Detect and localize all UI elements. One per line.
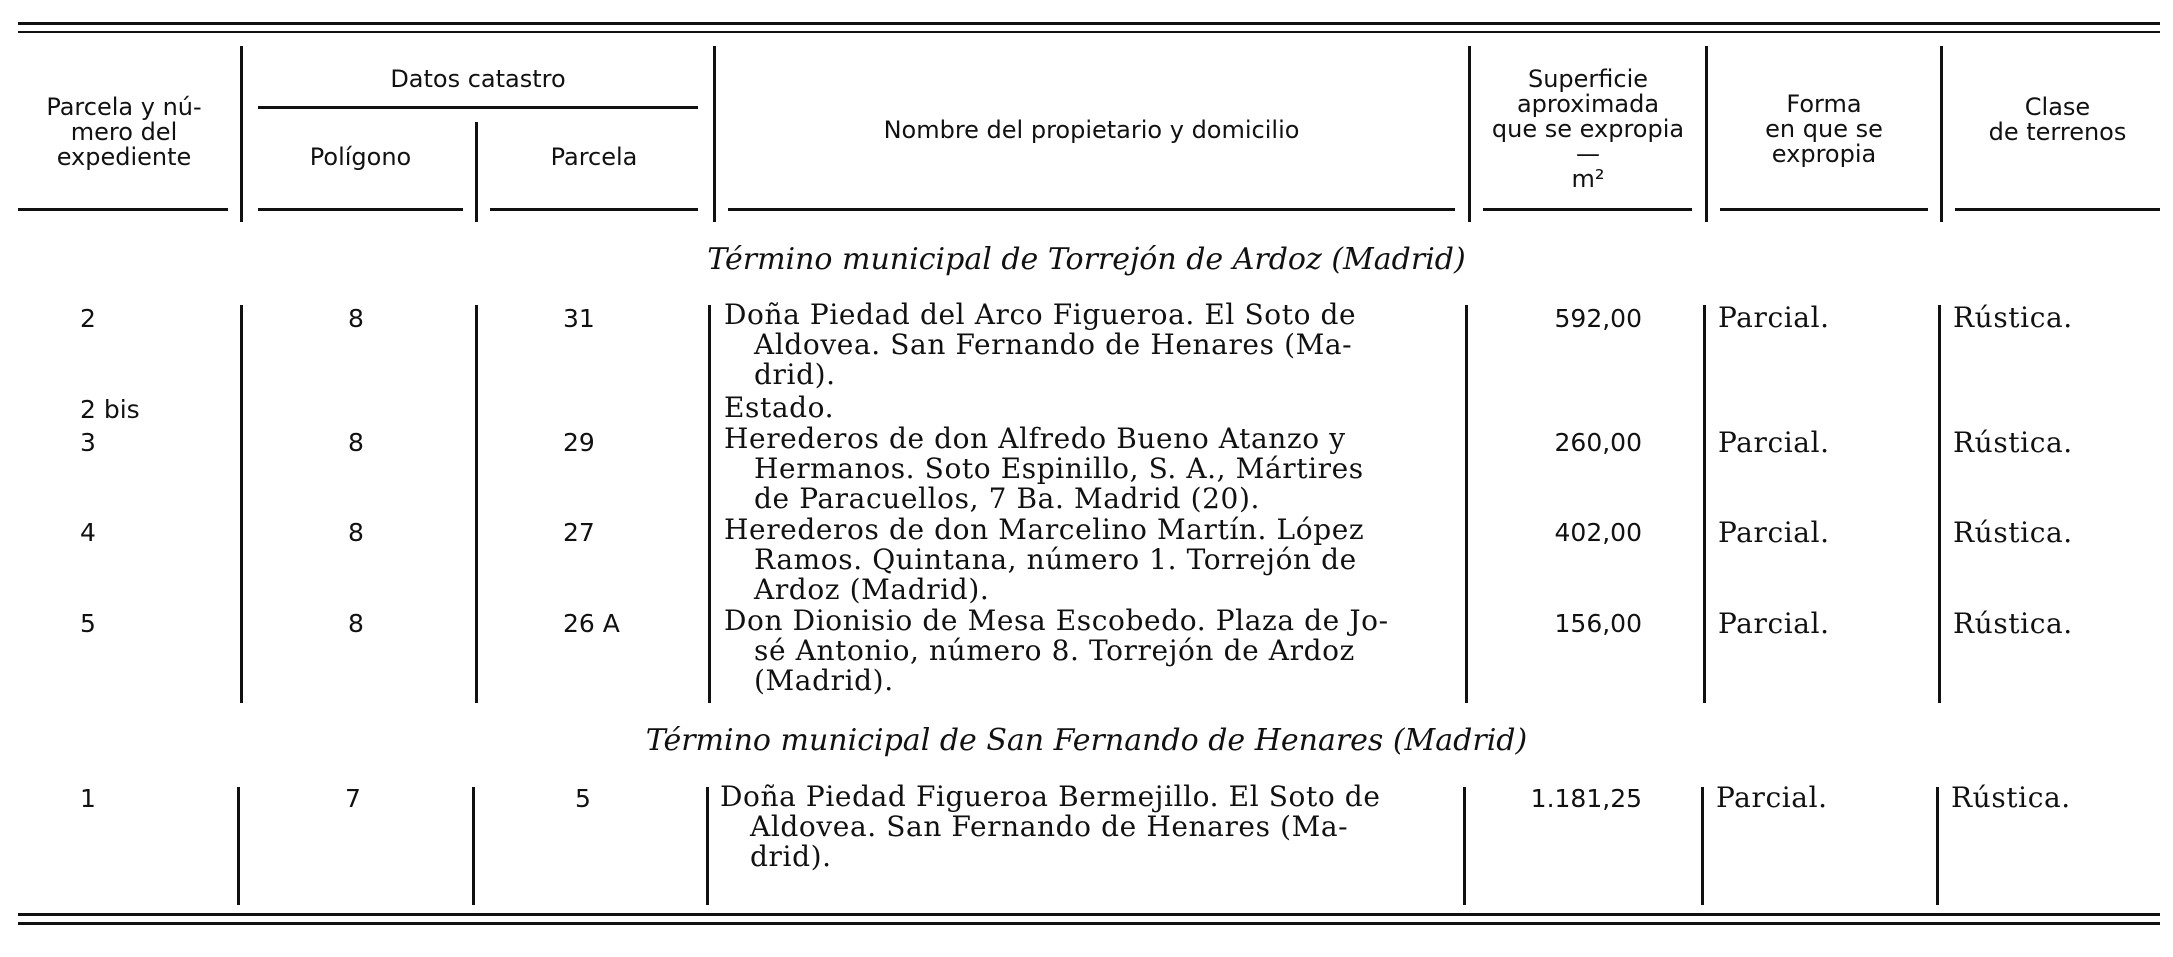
owner-line: drid). (750, 840, 832, 873)
body-divider (237, 787, 240, 905)
table-row-parcela: 5 (575, 784, 591, 813)
header-bottom-rule (728, 208, 1455, 211)
table-row-clase: Rústica. (1953, 301, 2073, 334)
header-line: Clase (2024, 93, 2091, 121)
header-line: Superficie (1527, 65, 1649, 93)
table-row-poligono: 8 (348, 609, 364, 638)
table-row-forma: Parcial. (1718, 607, 1830, 640)
table-row-exp: 2 bis (80, 395, 140, 424)
section-title: Término municipal de San Fernando de Henares (Madrid) (645, 723, 1528, 758)
header-bottom-rule (1955, 208, 2160, 211)
catastro-underline (258, 106, 698, 109)
header-bottom-rule (1720, 208, 1928, 211)
bottom-rule (18, 913, 2160, 916)
header-line: m² (1571, 165, 1605, 193)
table-row-superficie: 592,00 (1554, 304, 1642, 333)
header-line: expediente (56, 143, 192, 171)
table-row-forma: Parcial. (1718, 516, 1830, 549)
owner-line: drid). (754, 358, 836, 391)
table-row-owner (724, 606, 1456, 696)
header-poligono: Polígono (309, 143, 412, 171)
body-divider (1701, 787, 1704, 905)
header-forma (1720, 92, 1928, 167)
header-divider (1940, 46, 1943, 222)
header-divider (240, 46, 243, 222)
table-row-poligono: 8 (348, 304, 364, 333)
body-divider (1938, 305, 1941, 703)
table-row-parcela: 29 (563, 428, 595, 457)
table-row-superficie: 156,00 (1554, 609, 1642, 638)
body-divider (475, 305, 478, 703)
header-parcela: Parcela (550, 143, 638, 171)
header-line: mero del (70, 118, 178, 146)
table-row-clase: Rústica. (1951, 781, 2071, 814)
table-row-owner (724, 424, 1456, 514)
owner-line: Ramos. Quintana, número 1. Torrejón de (754, 543, 1357, 576)
top-rule-2 (18, 31, 2160, 33)
table-row-owner (724, 300, 1456, 390)
owner-line: Doña Piedad del Arco Figueroa. El Soto de (724, 298, 1357, 331)
body-divider (472, 787, 475, 905)
header-line: que se expropia (1491, 115, 1685, 143)
owner-line: sé Antonio, número 8. Torrejón de Ardoz (754, 634, 1355, 667)
table-row-exp: 5 (80, 609, 96, 638)
body-divider (1703, 305, 1706, 703)
owner-line: Ardoz (Madrid). (754, 573, 990, 606)
header-bottom-rule (18, 208, 228, 211)
table-row-forma: Parcial. (1718, 301, 1830, 334)
table-row-forma: Parcial. (1718, 426, 1830, 459)
header-datos-catastro: Datos catastro (390, 65, 566, 93)
table-row-exp: 3 (80, 428, 96, 457)
table-row-exp: 1 (80, 784, 96, 813)
header-line: aproximada (1516, 90, 1660, 118)
body-divider (1465, 305, 1468, 703)
owner-line: Herederos de don Marcelino Martín. López (724, 513, 1365, 546)
owner-line: Aldovea. San Fernando de Henares (Ma- (754, 328, 1353, 361)
bottom-rule-2 (18, 922, 2160, 925)
table-row-exp: 4 (80, 518, 96, 547)
header-divider (1705, 46, 1708, 222)
table-row-parcela: 31 (563, 304, 595, 333)
table-row-clase: Rústica. (1953, 426, 2073, 459)
header-clase (1955, 95, 2160, 145)
table-row-parcela: 26 A (563, 609, 620, 638)
table-row-exp: 2 (80, 304, 96, 333)
table-row-superficie: 402,00 (1554, 518, 1642, 547)
table-row-superficie: 260,00 (1554, 428, 1642, 457)
body-divider (1463, 787, 1466, 905)
owner-line: Herederos de don Alfredo Bueno Atanzo y (724, 422, 1346, 455)
header-line: Forma (1786, 90, 1862, 118)
table-row-clase: Rústica. (1953, 516, 2073, 549)
owner-line: Don Dionisio de Mesa Escobedo. Plaza de Jo- (724, 604, 1389, 637)
body-divider (1936, 787, 1939, 905)
header-bottom-rule (1483, 208, 1692, 211)
table-row-poligono: 8 (348, 518, 364, 547)
table-row-owner (720, 782, 1455, 872)
owner-line: Estado. (724, 391, 835, 424)
header-superficie (1478, 67, 1698, 192)
body-divider (706, 787, 709, 905)
table-row-owner (724, 515, 1456, 605)
header-line: expropia (1771, 140, 1877, 168)
table-row-owner (724, 393, 1456, 423)
header-line: en que se (1765, 115, 1883, 143)
owner-line: de Paracuellos, 7 Ba. Madrid (20). (754, 482, 1260, 515)
header-bottom-rule (258, 208, 463, 211)
header-divider (475, 122, 478, 222)
header-line: de terrenos (1988, 118, 2127, 146)
header-parcela-expediente (18, 95, 230, 170)
header-line: — (1576, 140, 1600, 168)
owner-line: Hermanos. Soto Espinillo, S. A., Mártires (754, 452, 1364, 485)
owner-line: Aldovea. San Fernando de Henares (Ma- (750, 810, 1349, 843)
section-title: Término municipal de Torrejón de Ardoz (Madrid) (707, 242, 1466, 277)
header-divider (713, 46, 716, 222)
top-rule (18, 22, 2160, 25)
body-divider (240, 305, 243, 703)
header-bottom-rule (490, 208, 698, 211)
table-row-poligono: 7 (345, 784, 361, 813)
table-row-forma: Parcial. (1716, 781, 1828, 814)
header-nombre: Nombre del propietario y domicilio (883, 116, 1300, 144)
table-row-poligono: 8 (348, 428, 364, 457)
table-row-superficie: 1.181,25 (1530, 784, 1642, 813)
table-row-parcela: 27 (563, 518, 595, 547)
owner-line: (Madrid). (754, 664, 894, 697)
header-line: Parcela y nú- (46, 93, 202, 121)
owner-line: Doña Piedad Figueroa Bermejillo. El Soto de (720, 780, 1381, 813)
header-divider (1468, 46, 1471, 222)
table-row-clase: Rústica. (1953, 607, 2073, 640)
body-divider (708, 305, 711, 703)
